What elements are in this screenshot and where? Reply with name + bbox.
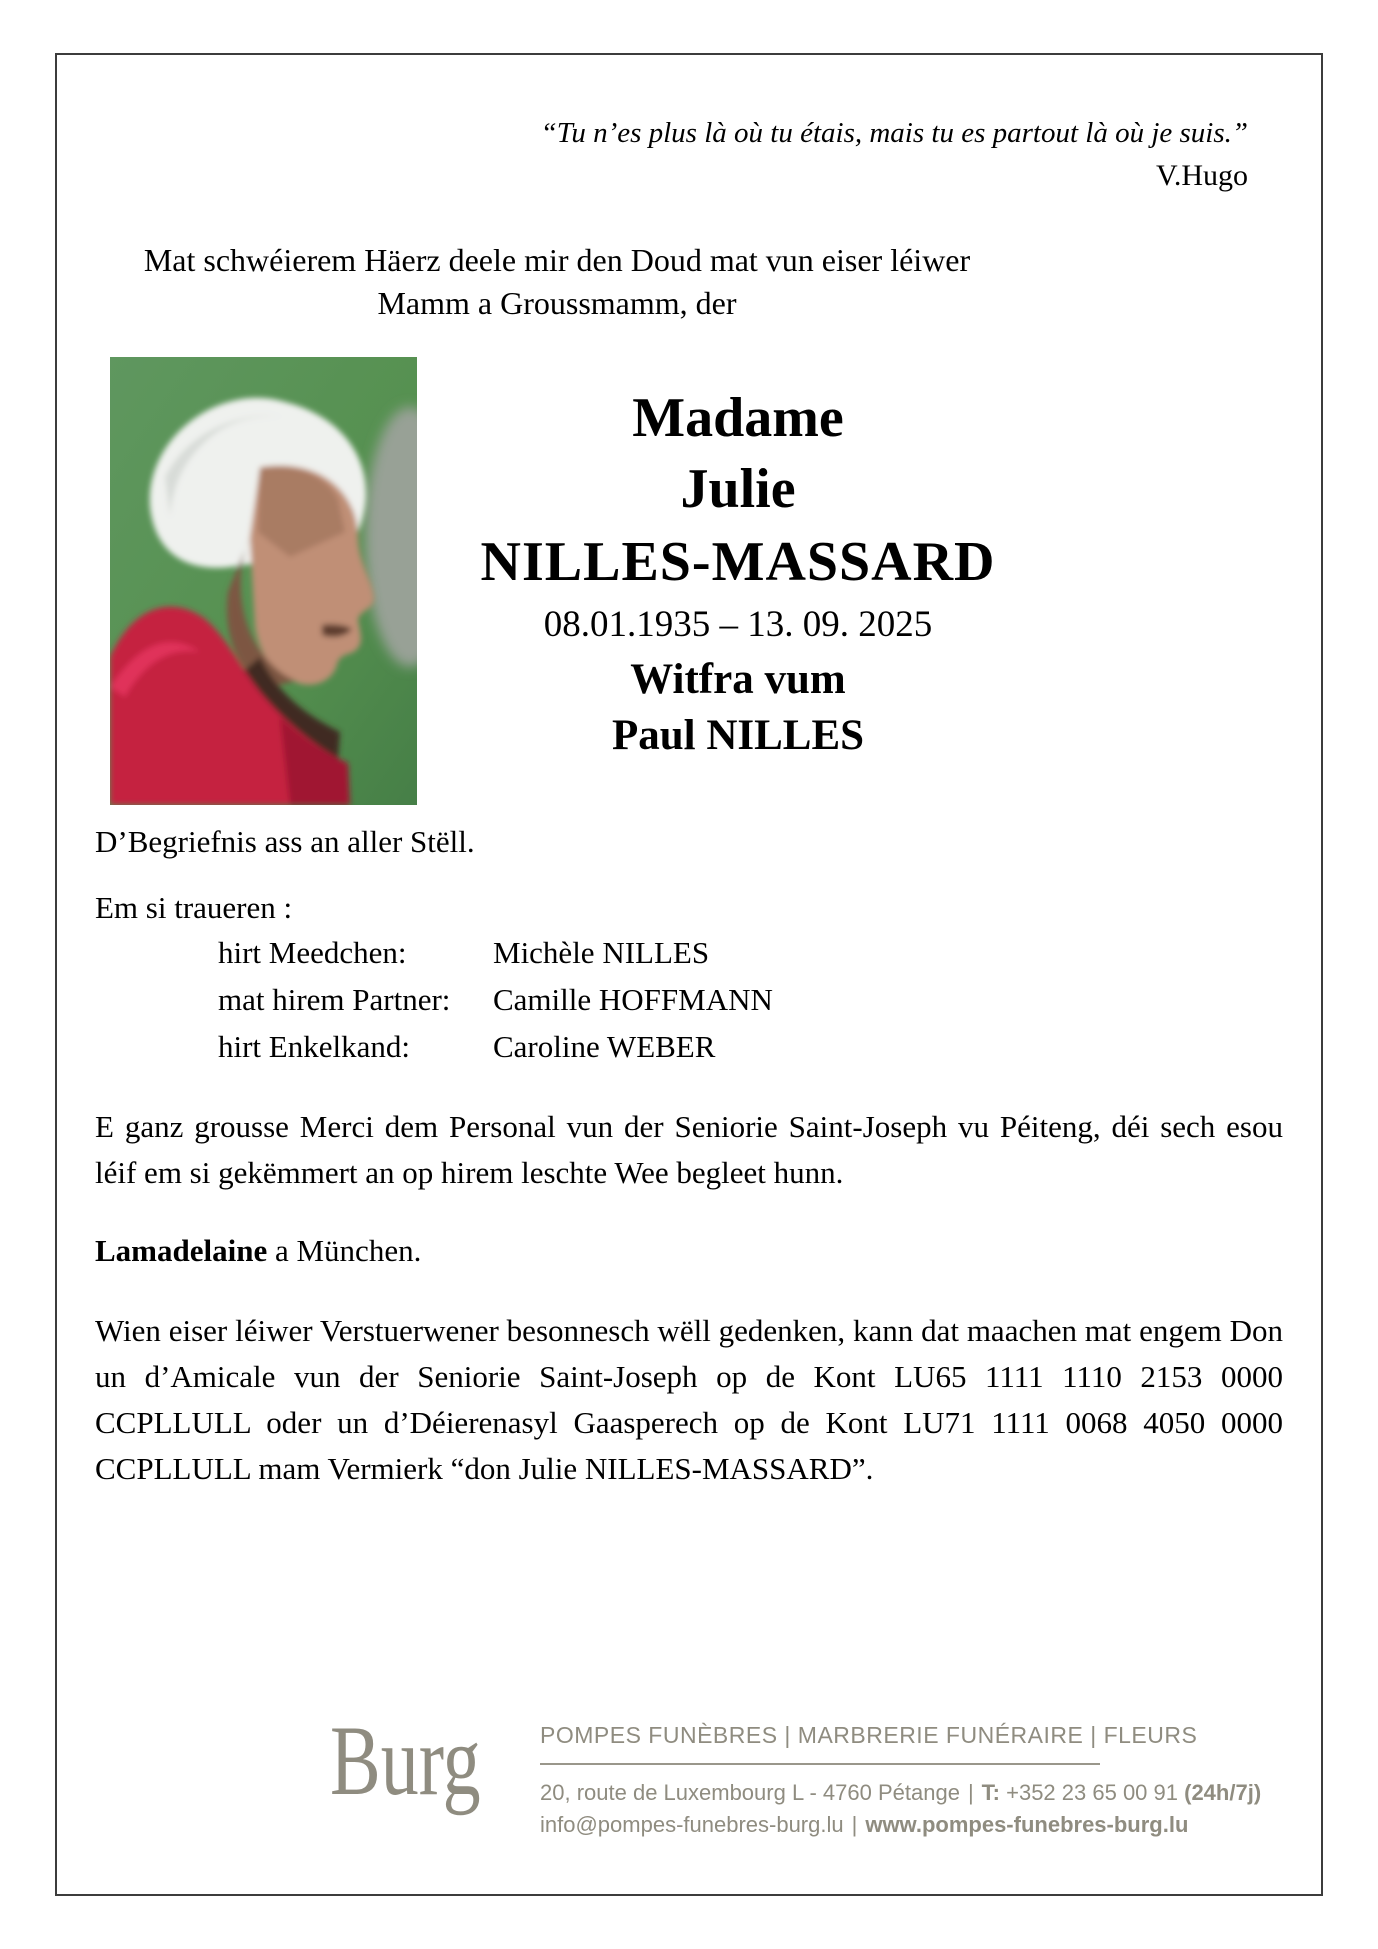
portrait-and-title-row (57, 357, 1321, 805)
location-line (95, 1230, 1283, 1272)
address-phone-line (540, 1777, 1262, 1809)
portrait-photo (110, 357, 417, 805)
deceased-first-name: Julie (680, 458, 796, 520)
mourner-relation: hirt Meedchen: (218, 935, 407, 970)
phone-hours: (24h/7j) (1184, 1780, 1262, 1805)
email-text: info@pompes-funebres-burg.lu (540, 1812, 844, 1837)
services-line: POMPES FUNÈBRES | MARBRERIE FUNÉRAIRE | FLEURS (540, 1722, 1198, 1748)
location-name: Lamadelaine (95, 1233, 268, 1268)
intro-line-1: Mat schwéierem Häerz deele mir den Doud mat vun eiser léiwer (143, 242, 971, 278)
phone-label: T: (981, 1780, 1000, 1805)
deceased-dates: 08.01.1935 – 13. 09. 2025 (543, 604, 933, 645)
opening-quote: “Tu n’es plus là où tu étais, mais tu es partout là où je suis.” (540, 117, 1248, 149)
footer-text-block (540, 1692, 1262, 1841)
location-rest: a München. (267, 1233, 422, 1268)
mourner-row (218, 976, 1321, 1023)
mourner-row (218, 1023, 1321, 1070)
thanks-paragraph: E ganz grousse Merci dem Personal vun der Seniorie Saint-Joseph vu Péiteng, déi sech esou léif em si gekëmmert an op hirem leschte Wee begleet hunn. (95, 1109, 1283, 1190)
widow-of-label: Witfra vum (630, 656, 846, 703)
quote-attribution: V.Hugo (1156, 159, 1248, 192)
mourner-row (218, 929, 1321, 976)
page-content (57, 55, 1321, 1894)
mourners-heading: Em si traueren : (95, 890, 293, 925)
mourner-name: Camille HOFFMANN (493, 982, 773, 1017)
separator: | (851, 1812, 858, 1837)
deceased-last-name: NILLES-MASSARD (480, 531, 996, 593)
deceased-title-block (417, 357, 1059, 805)
intro-text (57, 239, 1057, 325)
mourner-relation: hirt Enkelkand: (218, 1029, 410, 1064)
website-text: www.pompes-funebres-burg.lu (865, 1812, 1189, 1837)
address-text: 20, route de Luxembourg L - 4760 Pétange (540, 1780, 960, 1805)
intro-line-2: Mamm a Groussmamm, der (377, 285, 737, 321)
deceased-title: Madame (632, 387, 844, 449)
spouse-name: Paul NILLES (611, 712, 865, 759)
mourner-name: Michèle NILLES (493, 935, 710, 970)
mourner-relation: mat hirem Partner: (218, 982, 451, 1017)
phone-number: +352 23 65 00 91 (1006, 1780, 1178, 1805)
mourner-name: Caroline WEBER (493, 1029, 716, 1064)
funeral-notice: D’Begriefnis ass an aller Stëll. (95, 824, 475, 859)
funeral-home-footer (330, 1692, 1262, 1841)
email-web-line (540, 1809, 1189, 1841)
burg-logo: Burg (330, 1705, 481, 1816)
footer-divider (540, 1763, 1100, 1765)
donation-paragraph: Wien eiser léiwer Verstuerwener besonnesch wëll gedenken, kann dat maachen mat engem Don un d’Amicale vun der Seniorie Saint-Joseph op de Kont LU65 1111 1110 2153 0000 CCPLLULL oder un d’Déierenasyl Gaasperech op de Kont LU71 1111 0068 4050 0000 CCPLLULL mam Vermierk “don Julie NILLES-MASSARD”. (95, 1313, 1283, 1486)
separator: | (967, 1780, 974, 1805)
